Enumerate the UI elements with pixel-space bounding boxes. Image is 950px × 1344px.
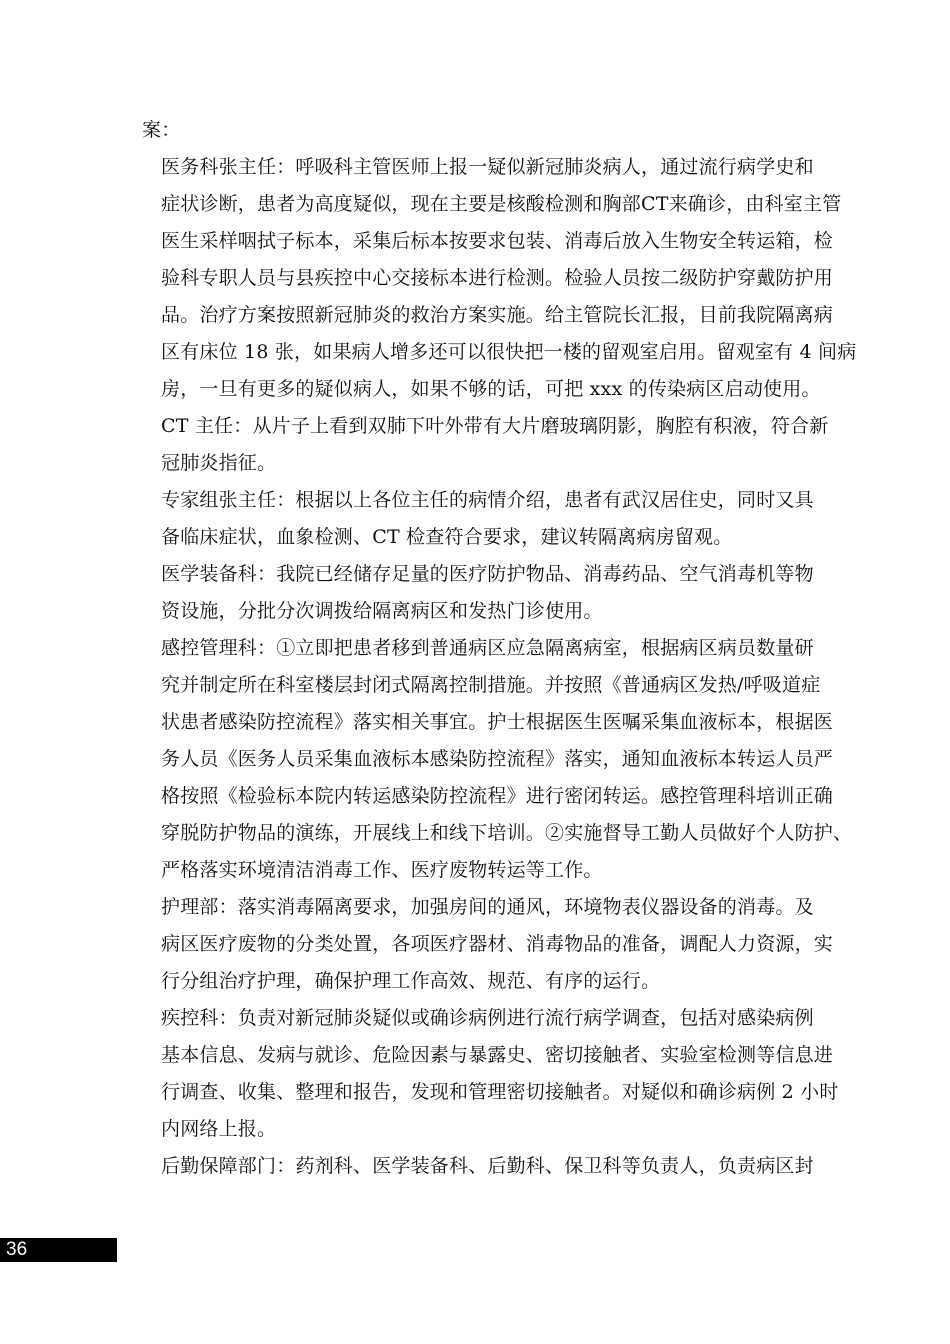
text-line: 专家组张主任：根据以上各位主任的病情介绍，患者有武汉居住史，同时又具 <box>161 489 814 511</box>
text-line: CT 主任：从片子上看到双肺下叶外带有大片磨玻璃阴影，胸腔有积液，符合新 <box>161 415 829 437</box>
text-line: 房，一旦有更多的疑似病人，如果不够的话，可把 xxx 的传染病区启动使用。 <box>161 378 821 400</box>
text-line: 资设施，分批分次调拨给隔离病区和发热门诊使用。 <box>161 600 603 622</box>
text-line: 严格落实环境清洁消毒工作、医疗废物转运等工作。 <box>161 859 603 881</box>
text-line: 穿脱防护物品的演练，开展线上和线下培训。②实施督导工勤人员做好个人防护、 <box>161 822 853 844</box>
text-line: 区有床位 18 张，如果病人增多还可以很快把一楼的留观室启用。留观室有 4 间病 <box>161 341 857 363</box>
text-line: 状患者感染防控流程》落实相关事宜。护士根据医生医嘱采集血液标本，根据医 <box>161 711 834 733</box>
page-number-badge: 36 <box>0 1238 117 1262</box>
text-line: 品。治疗方案按照新冠肺炎的救治方案实施。给主管院长汇报，目前我院隔离病 <box>161 304 834 326</box>
paragraph-ct-director <box>142 408 829 482</box>
text-line: 后勤保障部门：药剂科、医学装备科、后勤科、保卫科等负责人，负责病区封 <box>161 1155 814 1177</box>
text-line: 疾控科：负责对新冠肺炎疑似或确诊病例进行流行病学调查，包括对感染病例 <box>161 1007 814 1029</box>
text-line: 感控管理科：①立即把患者移到普通病区应急隔离病室，根据病区病员数量研 <box>161 637 814 659</box>
text-line: 行分组治疗护理，确保护理工作高效、规范、有序的运行。 <box>161 970 661 992</box>
text-line: 基本信息、发病与就诊、危险因素与暴露史、密切接触者、实验室检测等信息进 <box>161 1044 834 1066</box>
text-line: 务人员《医务人员采集血液标本感染防控流程》落实，通知血液标本转运人员严 <box>161 748 834 770</box>
text-line: 护理部：落实消毒隔离要求，加强房间的通风，环境物表仪器设备的消毒。及 <box>161 896 814 918</box>
text-line: 格按照《检验标本院内转运感染防控流程》进行密闭转运。感控管理科培训正确 <box>161 785 834 807</box>
text-line: 验科专职人员与县疾控中心交接标本进行检测。检验人员按二级防护穿戴防护用 <box>161 267 834 289</box>
text-line: 备临床症状，血象检测、CT 检查符合要求，建议转隔离病房留观。 <box>161 526 733 548</box>
text-line: 医务科张主任：呼吸科主管医师上报一疑似新冠肺炎病人，通过流行病学史和 <box>161 156 814 178</box>
paragraph-infection-control <box>142 630 853 889</box>
paragraph-nursing <box>142 889 834 1000</box>
paragraph-medical-equipment <box>142 556 826 630</box>
text-line: 究并制定所在科室楼层封闭式隔离控制措施。并按照《普通病区发热/呼吸道症 <box>161 674 821 696</box>
paragraph-disease-control <box>142 1000 839 1148</box>
text-line: 行调查、收集、整理和报告，发现和管理密切接触者。对疑似和确诊病例 2 小时 <box>161 1081 839 1103</box>
text-line: 冠肺炎指征。 <box>161 452 277 474</box>
text-line: 症状诊断，患者为高度疑似，现在主要是核酸检测和胸部CT来确诊，由科室主管 <box>161 193 842 215</box>
text-line: 医学装备科：我院已经储存足量的医疗防护物品、消毒药品、空气消毒机等物 <box>161 563 814 585</box>
text-line: 病区医疗废物的分类处置，各项医疗器材、消毒物品的准备，调配人力资源，实 <box>161 933 834 955</box>
paragraph-continuation <box>142 112 826 149</box>
text-line: 医生采样咽拭子标本，采集后标本按要求包装、消毒后放入生物安全转运箱，检 <box>161 230 834 252</box>
text-line: 案： <box>142 119 181 141</box>
text-line: 内网络上报。 <box>161 1118 277 1140</box>
paragraph-logistics <box>142 1148 826 1185</box>
body-text <box>142 112 857 1185</box>
paragraph-expert-group <box>142 482 826 556</box>
paragraph-medical-affairs <box>142 149 857 408</box>
